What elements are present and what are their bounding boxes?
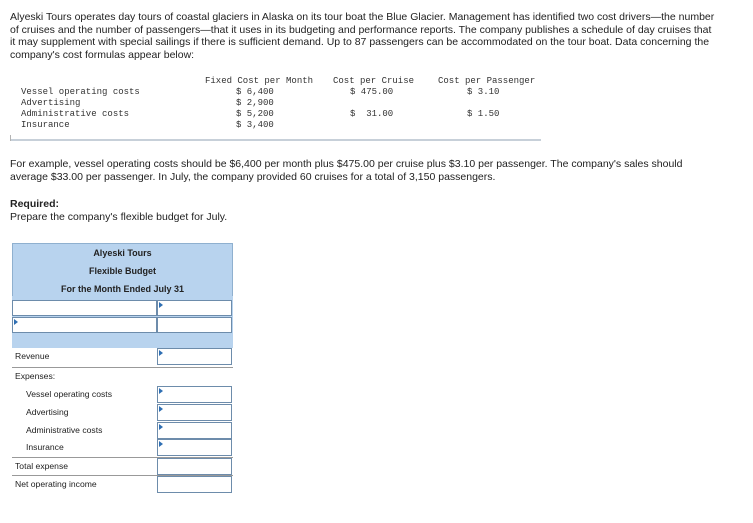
cost-fixed-value: $ 2,900 <box>236 98 274 108</box>
cost-passenger-value: $ 1.50 <box>467 109 500 119</box>
cost-cruise-value: $ 475.00 <box>350 87 394 97</box>
header-fixed-cost: Fixed Cost per Month <box>205 76 314 86</box>
column-header-input[interactable] <box>12 300 157 316</box>
budget-row-total-expense <box>12 458 233 475</box>
revenue-input[interactable] <box>157 348 232 365</box>
budget-title: Alyeski Tours <box>93 248 152 258</box>
driver-value-input[interactable] <box>157 317 232 333</box>
flexible-budget-worksheet <box>12 243 233 489</box>
cost-formula-table <box>10 73 541 141</box>
cost-fixed-value: $ 5,200 <box>236 109 274 119</box>
row-label: Expenses: <box>15 371 56 381</box>
budget-row-vessel <box>12 386 233 403</box>
column-header-row <box>12 300 233 316</box>
required-text: Prepare the company's flexible budget for July. <box>10 211 228 223</box>
advertising-input[interactable] <box>157 404 232 421</box>
example-text: For example, vessel operating costs should be $6,400 per month plus $475.00 per cruise plus $3.10 per passenger. The company's sales should average $33.00 per passenger. In July, the company provided 60 cruises for a total of 3,150 passengers. <box>10 158 683 183</box>
administrative-costs-input[interactable] <box>157 422 232 439</box>
budget-row-administrative <box>12 422 233 439</box>
total-expense-input[interactable] <box>157 458 232 475</box>
problem-intro: Alyeski Tours operates day tours of coastal glaciers in Alaska on its tour boat the Blue Glacier. Management has identified two cost drivers—the number of cruises and the number of passengers—that it uses in its budgeting and performance reports. The company publishes a schedule of day cruises that it may supplement with special sailings if there is sufficient demand. Up to 87 passengers can be accommodated on the tour boat. Data concerning the company's cost formulas appear below: <box>10 11 715 61</box>
dropdown-marker-icon <box>159 350 163 356</box>
header-cost-per-passenger: Cost per Passenger <box>438 76 536 86</box>
dropdown-marker-icon <box>159 302 163 308</box>
budget-row-revenue <box>12 348 233 365</box>
row-label: Total expense <box>15 461 69 471</box>
dropdown-marker-icon <box>159 406 163 412</box>
column-header-input[interactable] <box>157 300 232 316</box>
budget-row-net-operating-income <box>12 476 233 493</box>
net-operating-income-input[interactable] <box>157 476 232 493</box>
budget-row-insurance <box>12 439 233 456</box>
dropdown-marker-icon <box>159 388 163 394</box>
row-label: Insurance <box>26 442 64 452</box>
cost-cruise-value: $ 31.00 <box>350 109 394 119</box>
column-driver-row <box>12 317 233 333</box>
budget-period: For the Month Ended July 31 <box>60 284 184 294</box>
budget-row-expenses <box>12 368 233 385</box>
row-label: Net operating income <box>15 479 97 489</box>
budget-row-advertising <box>12 404 233 421</box>
budget-subtitle: Flexible Budget <box>88 266 156 276</box>
dropdown-marker-icon <box>14 319 18 325</box>
cost-row-label: Advertising <box>21 98 81 108</box>
cost-row-label: Vessel operating costs <box>21 87 140 97</box>
insurance-input[interactable] <box>157 439 232 456</box>
vessel-costs-input[interactable] <box>157 386 232 403</box>
header-cost-per-cruise: Cost per Cruise <box>333 76 415 86</box>
row-label: Vessel operating costs <box>26 389 112 399</box>
cost-row-label: Administrative costs <box>21 109 130 119</box>
cost-passenger-value: $ 3.10 <box>467 87 500 97</box>
cost-row-label: Insurance <box>21 120 70 130</box>
budget-header <box>12 243 233 298</box>
required-heading: Required: <box>10 198 60 210</box>
row-label: Revenue <box>15 351 50 361</box>
driver-label-input[interactable] <box>12 317 157 333</box>
row-label: Advertising <box>26 407 69 417</box>
dropdown-marker-icon <box>159 424 163 430</box>
dropdown-marker-icon <box>159 441 163 447</box>
table-corner-mark <box>10 135 11 141</box>
cost-fixed-value: $ 3,400 <box>236 120 274 130</box>
row-label: Administrative costs <box>26 425 103 435</box>
cost-fixed-value: $ 6,400 <box>236 87 274 97</box>
